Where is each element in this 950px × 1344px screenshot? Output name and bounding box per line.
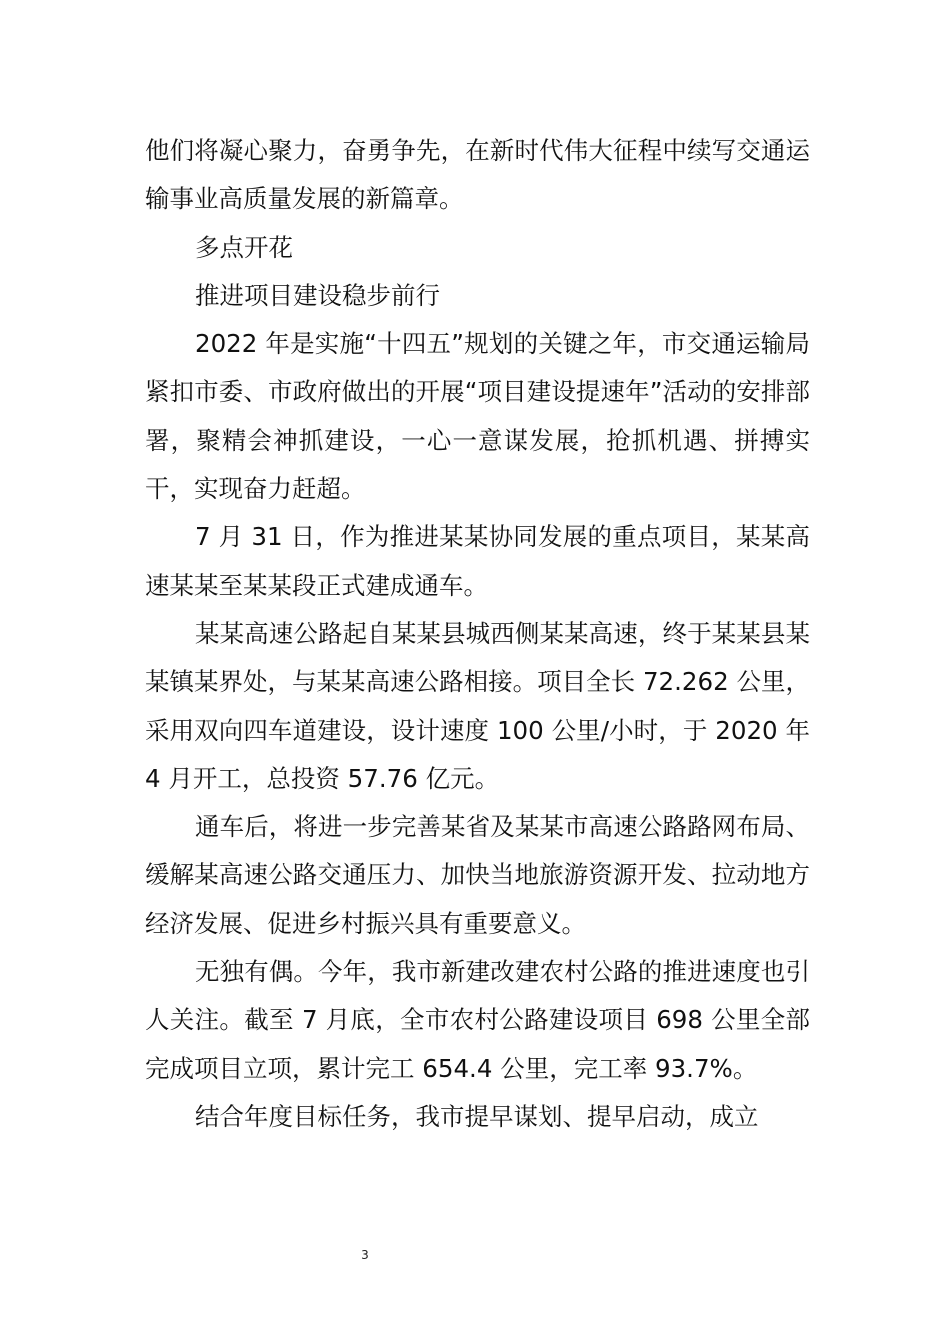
paragraph: 他们将凝心聚力，奋勇争先，在新时代伟大征程中续写交通运输事业高质量发展的新篇章。 bbox=[145, 136, 810, 214]
page-number: 3 bbox=[361, 1248, 369, 1262]
section-subheading: 推进项目建设稳步前行 bbox=[195, 280, 440, 310]
paragraph: 7 月 31 日，作为推进某某协同发展的重点项目，某某高速某某至某某段正式建成通车。 bbox=[145, 522, 810, 600]
paragraph: 通车后，将进一步完善某省及某某市高速公路路网布局、缓解某高速公路交通压力、加快当地旅游资源开发、拉动地方经济发展、促进乡村振兴具有重要意义。 bbox=[145, 812, 810, 938]
section-heading: 多点开花 bbox=[195, 232, 293, 262]
paragraph: 某某高速公路起自某某县城西侧某某高速，终于某某县某某镇某界处，与某某高速公路相接。项目全长 72.262 公里，采用双向四车道建设，设计速度 100 公里/小时，于 2020 年 4 月开工，总投资 57.76 亿元。 bbox=[145, 618, 810, 793]
paragraph: 结合年度目标任务，我市提早谋划、提早启动，成立 bbox=[195, 1101, 759, 1131]
paragraph: 2022 年是实施“十四五”规划的关键之年，市交通运输局紧扣市委、市政府做出的开展“项目建设提速年”活动的安排部署，聚精会神抓建设，一心一意谋发展，抢抓机遇、拼搏实干，实现奋力赶超。 bbox=[145, 329, 810, 504]
paragraph: 无独有偶。今年，我市新建改建农村公路的推进速度也引人关注。截至 7 月底，全市农村公路建设项目 698 公里全部完成项目立项，累计完工 654.4 公里，完工率 93.7%。 bbox=[145, 957, 810, 1083]
body-text bbox=[145, 127, 810, 1141]
